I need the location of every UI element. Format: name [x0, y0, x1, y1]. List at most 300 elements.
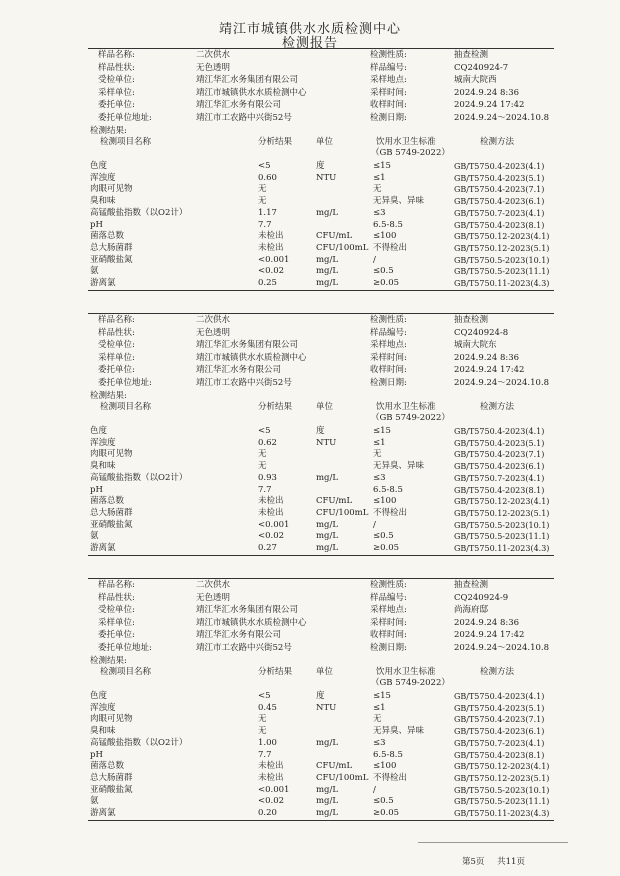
- info-value-right: CQ240924-7: [454, 62, 509, 73]
- item-unit: mg/L: [316, 207, 339, 218]
- item-unit: CFU/100mL: [316, 507, 369, 518]
- item-unit: mg/L: [316, 531, 339, 542]
- item-unit: mg/L: [316, 254, 339, 265]
- item-method: GB/T5750.11-2023(4.3): [454, 279, 550, 288]
- item-standard: 不得检出: [373, 242, 408, 253]
- item-result: <5: [258, 161, 271, 171]
- item-method: GB/T5750.12-2023(4.1): [454, 497, 550, 507]
- info-row: [88, 100, 554, 111]
- sample-section: [88, 315, 554, 577]
- info-label-right: 收样时间:: [370, 365, 407, 375]
- info-label-right: 收样时间:: [370, 100, 407, 110]
- info-label-right: 收样时间:: [370, 630, 407, 640]
- info-label: 委托单位地址:: [98, 112, 152, 123]
- item-name: pH: [90, 219, 103, 230]
- info-label-right: 检测日期:: [370, 112, 407, 123]
- item-result: 未检出: [258, 772, 284, 783]
- section-bottom-rule: [88, 290, 554, 291]
- item-unit: mg/L: [316, 472, 339, 483]
- item-unit: mg/L: [316, 808, 339, 818]
- item-name: 菌落总数: [90, 231, 125, 242]
- item-result: <0.001: [258, 254, 290, 265]
- item-unit: mg/L: [316, 543, 339, 553]
- item-standard: /: [373, 254, 376, 265]
- result-row: [88, 161, 554, 173]
- col-header-unit: 单位: [316, 667, 334, 677]
- result-row: [88, 243, 554, 255]
- item-standard: ≤3: [373, 737, 386, 748]
- item-standard: ≤1: [373, 437, 386, 448]
- info-value-right: 2024.9.24～2024.10.8: [454, 642, 550, 653]
- info-value: 靖江市城镇供水水质检测中心: [196, 87, 307, 98]
- item-standard: 无: [373, 184, 382, 195]
- col-header-item: 检测项目名称: [100, 402, 152, 412]
- item-unit: mg/L: [316, 796, 339, 807]
- info-value-right: 2024.9.24 17:42: [454, 630, 525, 640]
- result-row: [88, 208, 554, 220]
- info-row: [88, 63, 554, 74]
- section-bottom-rule: [88, 555, 554, 556]
- item-name: 肉眼可见物: [90, 184, 133, 195]
- item-method: GB/T5750.7-2023(4.1): [454, 473, 545, 483]
- item-result: 未检出: [258, 231, 284, 242]
- info-row: [88, 580, 554, 591]
- item-standard: ≤100: [373, 761, 397, 772]
- result-row: [88, 738, 554, 750]
- info-label: 受检单位:: [98, 340, 135, 350]
- page-number: 第5页: [462, 857, 485, 867]
- result-row: [88, 785, 554, 797]
- item-standard: 无异臭、异味: [373, 196, 425, 207]
- info-label-right: 采样时间:: [370, 617, 407, 628]
- result-row: [88, 220, 554, 232]
- item-method: GB/T5750.4-2023(7.1): [454, 185, 545, 195]
- info-label-right: 检测日期:: [370, 377, 407, 388]
- item-name: 高锰酸盐指数（以O2计）: [90, 207, 188, 218]
- item-name: 色度: [90, 161, 108, 171]
- item-method: GB/T5750.4-2023(8.1): [454, 220, 545, 230]
- col-header-standard: 饮用水卫生标准: [376, 137, 436, 147]
- item-method: GB/T5750.4-2023(4.1): [454, 162, 545, 171]
- info-row: [88, 50, 554, 61]
- col-header-unit: 单位: [316, 402, 334, 412]
- col-header-standard: 饮用水卫生标准: [376, 667, 436, 677]
- item-standard: /: [373, 519, 376, 530]
- info-value: 靖江市工农路中兴街52号: [196, 642, 292, 653]
- item-result: 1.17: [258, 207, 277, 218]
- info-label-right: 采样时间:: [370, 352, 407, 363]
- result-row: [88, 750, 554, 762]
- item-standard: 无: [373, 714, 382, 725]
- info-value: 无色透明: [196, 592, 231, 603]
- info-value-right: 2024.9.24 8:36: [454, 87, 520, 98]
- section-top-rule: [88, 578, 554, 579]
- item-method: GB/T5750.5-2023(10.1): [454, 255, 550, 265]
- info-value: 靖江市城镇供水水质检测中心: [196, 352, 307, 363]
- info-row: [88, 593, 554, 604]
- info-label-right: 采样地点:: [370, 340, 407, 350]
- item-result: 7.7: [258, 749, 272, 760]
- result-row: [88, 520, 554, 532]
- item-method: GB/T5750.7-2023(4.1): [454, 738, 545, 748]
- info-label: 委托单位地址:: [98, 377, 152, 388]
- info-value: 靖江华汇水务有限公司: [196, 630, 282, 640]
- item-name: 游离氯: [90, 808, 116, 818]
- info-value-right: 2024.9.24 8:36: [454, 352, 520, 363]
- col-header-item: 检测项目名称: [100, 667, 152, 677]
- item-standard: ≥0.05: [373, 808, 400, 818]
- item-unit: 度: [316, 161, 325, 171]
- item-method: GB/T5750.4-2023(6.1): [454, 197, 545, 207]
- info-row: [88, 113, 554, 124]
- info-row: [88, 75, 554, 86]
- col-header-method: 检测方法: [480, 137, 515, 147]
- result-row: [88, 426, 554, 438]
- item-method: GB/T5750.12-2023(5.1): [454, 243, 550, 253]
- result-row: [88, 496, 554, 508]
- info-value-right: 2024.9.24 8:36: [454, 617, 520, 628]
- item-name: 高锰酸盐指数（以O2计）: [90, 737, 188, 748]
- item-result: 0.25: [258, 278, 277, 288]
- item-method: GB/T5750.4-2023(8.1): [454, 750, 545, 760]
- report-title: 检测报告: [281, 36, 338, 51]
- item-unit: 度: [316, 426, 325, 436]
- item-standard: 6.5-8.5: [373, 749, 403, 760]
- item-name: 总大肠菌群: [90, 772, 133, 783]
- item-method: GB/T5750.12-2023(5.1): [454, 508, 550, 518]
- item-standard: 6.5-8.5: [373, 219, 403, 230]
- item-method: GB/T5750.4-2023(5.1): [454, 438, 545, 448]
- item-method: GB/T5750.4-2023(6.1): [454, 462, 545, 472]
- item-name: 浑浊度: [90, 702, 116, 713]
- section-top-rule: [88, 313, 554, 314]
- info-value-right: 2024.9.24 17:42: [454, 365, 525, 375]
- item-method: GB/T5750.4-2023(5.1): [454, 173, 545, 183]
- item-standard: 无异臭、异味: [373, 461, 425, 472]
- info-value: 靖江华汇水务集团有限公司: [196, 75, 299, 85]
- item-unit: mg/L: [316, 737, 339, 748]
- col-header-result: 分析结果: [258, 137, 293, 147]
- result-row: [88, 543, 554, 555]
- item-standard: ≤3: [373, 472, 386, 483]
- result-row: [88, 703, 554, 715]
- item-result: 0.20: [258, 808, 277, 818]
- item-name: 臭和味: [90, 196, 116, 207]
- item-result: <0.001: [258, 519, 290, 530]
- item-result: 7.7: [258, 219, 272, 230]
- results-header: [88, 137, 554, 159]
- item-unit: mg/L: [316, 266, 339, 277]
- result-row: [88, 691, 554, 703]
- info-row: [88, 618, 554, 629]
- result-row: [88, 438, 554, 450]
- item-unit: CFU/100mL: [316, 242, 369, 253]
- item-name: 臭和味: [90, 726, 116, 737]
- item-method: GB/T5750.5-2023(11.1): [454, 532, 550, 542]
- info-label-right: 采样地点:: [370, 75, 407, 85]
- info-label-right: 样品编号:: [370, 62, 407, 73]
- item-standard: ≥0.05: [373, 278, 400, 288]
- info-label: 样品性状:: [98, 327, 135, 338]
- info-value-right: CQ240924-9: [454, 592, 509, 603]
- sample-section: [88, 50, 554, 312]
- info-label: 样品名称:: [98, 315, 135, 325]
- item-name: 亚硝酸盐氮: [90, 519, 133, 530]
- info-label: 受检单位:: [98, 75, 135, 85]
- item-standard: ≤15: [373, 161, 391, 171]
- item-standard: ≤3: [373, 207, 386, 218]
- info-value: 二次供水: [196, 580, 231, 590]
- item-method: GB/T5750.11-2023(4.3): [454, 544, 550, 553]
- col-header-item: 检测项目名称: [100, 137, 152, 147]
- item-result: 无: [258, 461, 267, 472]
- item-result: 未检出: [258, 761, 284, 772]
- result-row: [88, 485, 554, 497]
- page-footer: [462, 855, 535, 867]
- info-value-right: 抽查检测: [454, 315, 489, 325]
- info-value: 靖江华汇水务集团有限公司: [196, 605, 299, 615]
- item-name: 氨: [90, 531, 99, 542]
- info-label-right: 样品编号:: [370, 327, 407, 338]
- item-result: 0.93: [258, 472, 277, 483]
- item-result: <0.001: [258, 784, 290, 795]
- item-result: 无: [258, 196, 267, 207]
- info-label: 委托单位:: [98, 100, 135, 110]
- info-row: [88, 378, 554, 389]
- col-header-result: 分析结果: [258, 402, 293, 412]
- item-standard: ≤15: [373, 691, 391, 701]
- center-name: 靖江市城镇供水水质检测中心: [218, 22, 401, 37]
- item-method: GB/T5750.4-2023(5.1): [454, 703, 545, 713]
- item-result: 无: [258, 449, 267, 460]
- result-row: [88, 726, 554, 738]
- info-label: 样品名称:: [98, 50, 135, 60]
- item-method: GB/T5750.12-2023(5.1): [454, 773, 550, 783]
- item-method: GB/T5750.4-2023(7.1): [454, 450, 545, 460]
- info-row: [88, 365, 554, 376]
- item-result: 0.45: [258, 702, 277, 713]
- col-header-method: 检测方法: [480, 402, 515, 412]
- info-value: 靖江华汇水务有限公司: [196, 365, 282, 375]
- result-row: [88, 173, 554, 185]
- info-value: 靖江市工农路中兴街52号: [196, 112, 292, 123]
- result-row: [88, 449, 554, 461]
- results-title: 检测结果:: [90, 391, 127, 401]
- item-name: 菌落总数: [90, 496, 125, 507]
- info-label: 样品性状:: [98, 62, 135, 73]
- item-unit: NTU: [316, 702, 337, 713]
- item-name: 色度: [90, 426, 108, 436]
- info-row: [88, 328, 554, 339]
- info-label-right: 采样时间:: [370, 87, 407, 98]
- sample-section: [88, 580, 554, 842]
- info-value-right: CQ240924-8: [454, 327, 509, 338]
- result-row: [88, 266, 554, 278]
- item-unit: CFU/mL: [316, 496, 353, 507]
- info-label: 采样单位:: [98, 617, 135, 628]
- info-label: 样品性状:: [98, 592, 135, 603]
- info-row: [88, 630, 554, 641]
- item-result: 未检出: [258, 242, 284, 253]
- item-name: 色度: [90, 691, 108, 701]
- col-header-result: 分析结果: [258, 667, 293, 677]
- result-row: [88, 278, 554, 290]
- item-result: <0.02: [258, 796, 285, 807]
- info-value-right: 2024.9.24 17:42: [454, 100, 525, 110]
- col-header-unit: 单位: [316, 137, 334, 147]
- item-method: GB/T5750.4-2023(4.1): [454, 427, 545, 436]
- item-unit: NTU: [316, 437, 337, 448]
- info-row: [88, 340, 554, 351]
- item-name: 臭和味: [90, 461, 116, 472]
- results-title: 检测结果:: [90, 656, 127, 666]
- result-row: [88, 196, 554, 208]
- item-name: 游离氯: [90, 543, 116, 553]
- item-result: 7.7: [258, 484, 272, 495]
- item-standard: ≥0.05: [373, 543, 400, 553]
- item-unit: mg/L: [316, 278, 339, 288]
- info-label-right: 检测性质:: [370, 315, 407, 325]
- result-row: [88, 231, 554, 243]
- footer-rule: [418, 842, 568, 843]
- item-name: 浑浊度: [90, 437, 116, 448]
- item-unit: 度: [316, 691, 325, 701]
- item-method: GB/T5750.5-2023(10.1): [454, 520, 550, 530]
- col-header-standard-code: （GB 5749-2022）: [371, 148, 450, 158]
- item-standard: 6.5-8.5: [373, 484, 403, 495]
- item-standard: 无异臭、异味: [373, 726, 425, 737]
- info-value-right: 城南大院东: [454, 340, 497, 350]
- result-row: [88, 473, 554, 485]
- result-row: [88, 761, 554, 773]
- item-unit: CFU/100mL: [316, 772, 369, 783]
- results-title: 检测结果:: [90, 126, 127, 136]
- item-unit: mg/L: [316, 519, 339, 530]
- item-method: GB/T5750.7-2023(4.1): [454, 208, 545, 218]
- results-header: [88, 402, 554, 424]
- info-row: [88, 643, 554, 654]
- item-name: 浑浊度: [90, 172, 116, 183]
- info-value-right: 抽查检测: [454, 580, 489, 590]
- item-unit: NTU: [316, 172, 337, 183]
- info-value-right: 尚海府邸: [454, 605, 489, 615]
- item-name: 总大肠菌群: [90, 242, 133, 253]
- info-value-right: 城南大院西: [454, 75, 497, 85]
- item-standard: ≤0.5: [373, 796, 394, 807]
- item-method: GB/T5750.4-2023(6.1): [454, 727, 545, 737]
- item-method: GB/T5750.11-2023(4.3): [454, 809, 550, 818]
- item-result: <0.02: [258, 531, 285, 542]
- item-standard: ≤15: [373, 426, 391, 436]
- item-name: 肉眼可见物: [90, 714, 133, 725]
- item-name: 菌落总数: [90, 761, 125, 772]
- col-header-standard: 饮用水卫生标准: [376, 402, 436, 412]
- sample-info: [88, 50, 554, 149]
- item-standard: ≤1: [373, 172, 386, 183]
- result-row: [88, 714, 554, 726]
- info-label: 样品名称:: [98, 580, 135, 590]
- item-standard: /: [373, 784, 376, 795]
- info-row: [88, 88, 554, 99]
- section-top-rule: [88, 48, 554, 49]
- col-header-standard-code: （GB 5749-2022）: [371, 678, 450, 688]
- result-row: [88, 808, 554, 820]
- result-row: [88, 796, 554, 808]
- info-row: [88, 353, 554, 364]
- item-result: 1.00: [258, 737, 277, 748]
- info-row: [88, 315, 554, 326]
- info-value: 靖江华汇水务有限公司: [196, 100, 282, 110]
- item-result: <5: [258, 426, 271, 436]
- col-header-method: 检测方法: [480, 667, 515, 677]
- info-row: [88, 605, 554, 616]
- info-label-right: 检测性质:: [370, 580, 407, 590]
- item-result: <0.02: [258, 266, 285, 277]
- item-standard: 不得检出: [373, 507, 408, 518]
- item-method: GB/T5750.5-2023(10.1): [454, 785, 550, 795]
- info-value: 靖江市工农路中兴街52号: [196, 377, 292, 388]
- results-header: [88, 667, 554, 689]
- item-name: 氨: [90, 266, 99, 277]
- info-label: 委托单位:: [98, 630, 135, 640]
- item-method: GB/T5750.12-2023(4.1): [454, 762, 550, 772]
- item-result: 未检出: [258, 507, 284, 518]
- sample-info: [88, 580, 554, 679]
- item-unit: CFU/mL: [316, 231, 353, 242]
- item-method: GB/T5750.5-2023(11.1): [454, 797, 550, 807]
- item-standard: ≤100: [373, 496, 397, 507]
- info-value: 无色透明: [196, 62, 231, 73]
- section-bottom-rule: [88, 820, 554, 821]
- item-name: 氨: [90, 796, 99, 807]
- item-result: 0.62: [258, 437, 277, 448]
- item-name: 肉眼可见物: [90, 449, 133, 460]
- item-result: 未检出: [258, 496, 284, 507]
- item-unit: mg/L: [316, 784, 339, 795]
- item-result: 无: [258, 184, 267, 195]
- item-name: 总大肠菌群: [90, 507, 133, 518]
- info-label: 采样单位:: [98, 87, 135, 98]
- result-row: [88, 461, 554, 473]
- info-value: 二次供水: [196, 50, 231, 60]
- info-value: 靖江市城镇供水水质检测中心: [196, 617, 307, 628]
- info-label: 采样单位:: [98, 352, 135, 363]
- item-name: 亚硝酸盐氮: [90, 784, 133, 795]
- item-method: GB/T5750.5-2023(11.1): [454, 267, 550, 277]
- item-result: <5: [258, 691, 271, 701]
- item-name: pH: [90, 749, 103, 760]
- item-standard: ≤0.5: [373, 266, 394, 277]
- item-result: 0.60: [258, 172, 277, 183]
- item-name: pH: [90, 484, 103, 495]
- info-label: 委托单位地址:: [98, 642, 152, 653]
- info-value-right: 2024.9.24～2024.10.8: [454, 377, 550, 388]
- item-standard: 无: [373, 449, 382, 460]
- result-row: [88, 531, 554, 543]
- item-standard: ≤0.5: [373, 531, 394, 542]
- info-label: 委托单位:: [98, 365, 135, 375]
- item-result: 无: [258, 714, 267, 725]
- result-row: [88, 255, 554, 267]
- item-result: 0.27: [258, 543, 277, 553]
- col-header-standard-code: （GB 5749-2022）: [371, 413, 450, 423]
- item-method: GB/T5750.4-2023(7.1): [454, 715, 545, 725]
- info-label-right: 检测性质:: [370, 50, 407, 60]
- info-label-right: 检测日期:: [370, 642, 407, 653]
- info-value: 无色透明: [196, 327, 231, 338]
- item-method: GB/T5750.4-2023(8.1): [454, 485, 545, 495]
- item-standard: ≤100: [373, 231, 397, 242]
